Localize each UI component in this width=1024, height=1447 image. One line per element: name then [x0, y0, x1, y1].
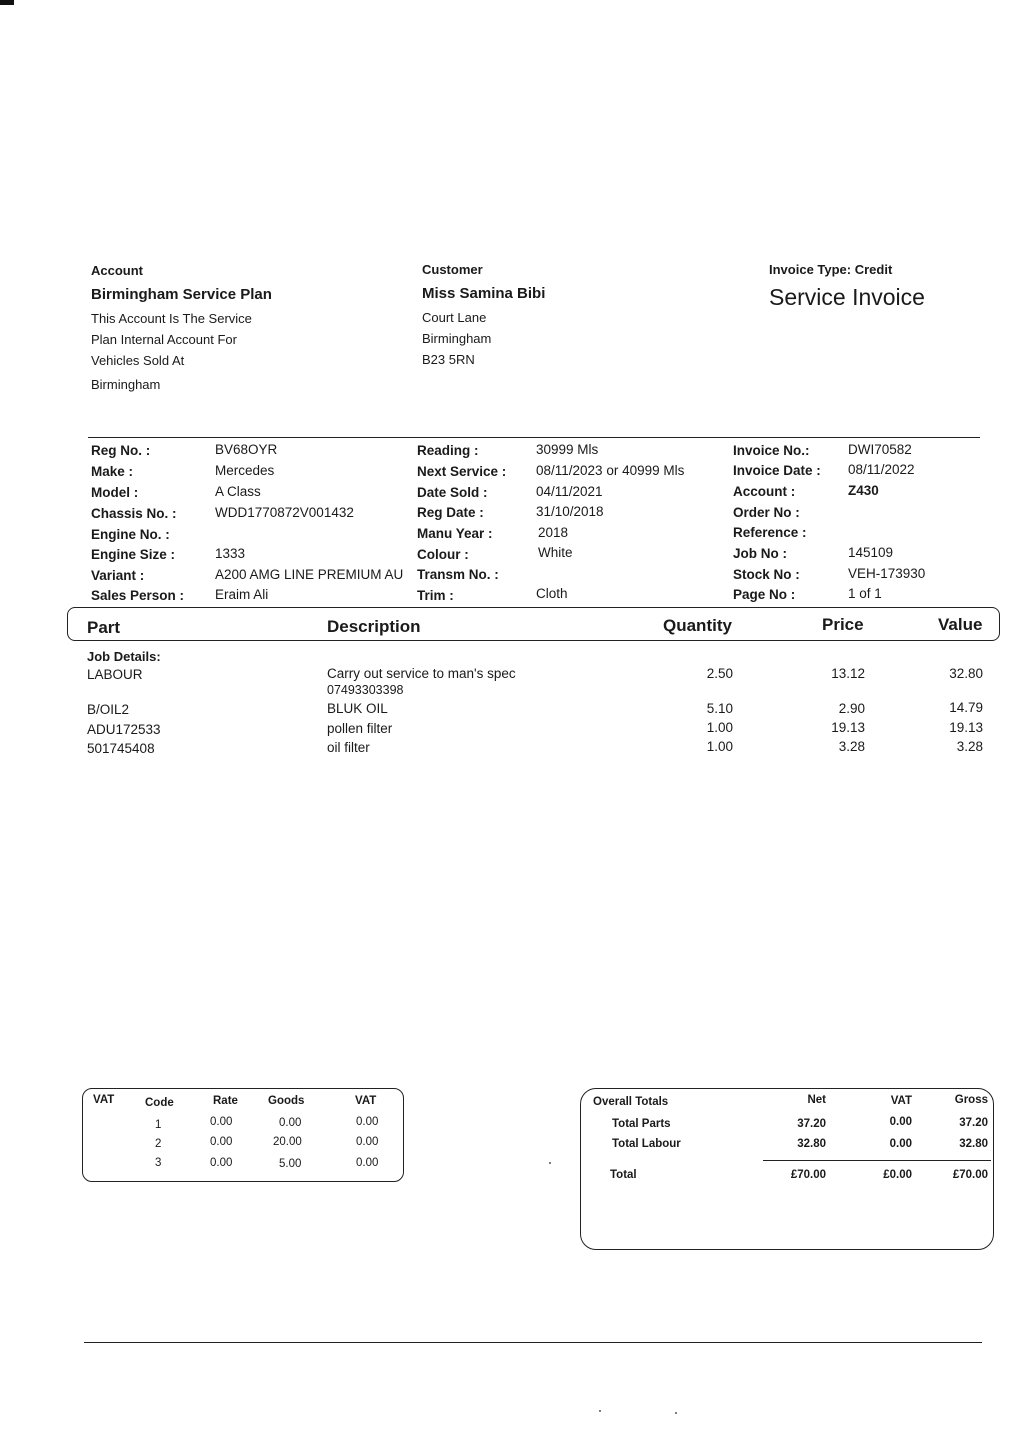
totals-gross: 37.20 [959, 1117, 988, 1129]
scan-speck [599, 1410, 601, 1412]
model-label: Model : [91, 485, 139, 500]
line-quantity: 2.50 [706, 666, 733, 681]
line-description: oil filter [327, 740, 370, 755]
page-no-value: 1 of 1 [848, 586, 882, 601]
order-no-label: Order No : [733, 505, 800, 520]
next-service-value: 08/11/2023 or 40999 Mls [536, 463, 685, 478]
job-no-label: Job No : [733, 546, 787, 561]
invoice-no-value: DWI70582 [848, 442, 912, 457]
reg-date-label: Reg Date : [417, 505, 484, 520]
account-line: Vehicles Sold At [91, 353, 185, 368]
customer-address-line: Birmingham [422, 331, 492, 346]
next-service-label: Next Service : [417, 464, 507, 479]
line-description: BLUK OIL [327, 701, 388, 716]
line-description-extra: 07493303398 [327, 683, 404, 697]
description-column-header: Description [327, 617, 421, 636]
manu-year-value: 2018 [538, 525, 569, 540]
trim-value: Cloth [536, 586, 568, 601]
line-part: LABOUR [87, 667, 143, 682]
header-divider [88, 437, 980, 438]
grand-total-label: Total [610, 1169, 637, 1181]
customer-address-line: B23 5RN [422, 352, 475, 367]
vat-rate: 0.00 [210, 1136, 233, 1148]
totals-row-label: Total Labour [612, 1138, 681, 1150]
date-sold-value: 04/11/2021 [536, 484, 603, 499]
engine-size-label: Engine Size : [91, 547, 176, 562]
scan-speck [675, 1412, 677, 1414]
date-sold-label: Date Sold : [417, 485, 488, 500]
invoice-title: Service Invoice [769, 284, 925, 310]
reading-value: 30999 Mls [536, 442, 599, 457]
colour-label: Colour : [417, 547, 469, 562]
grand-total-vat: £0.00 [883, 1169, 912, 1181]
customer-label: Customer [422, 262, 483, 277]
quantity-column-header: Quantity [663, 616, 732, 635]
chassis-no-label: Chassis No. : [91, 506, 177, 521]
vat-header-rate: Rate [213, 1095, 238, 1107]
invoice-type: Invoice Type: Credit [769, 262, 893, 277]
variant-label: Variant : [91, 568, 145, 583]
account-label: Account [91, 263, 143, 278]
reg-no-label: Reg No. : [91, 443, 151, 458]
account-line: Plan Internal Account For [91, 332, 237, 347]
customer-address-line: Court Lane [422, 310, 487, 325]
line-price: 3.28 [838, 739, 865, 754]
grand-total-gross: £70.00 [952, 1169, 988, 1181]
customer-name: Miss Samina Bibi [422, 285, 546, 302]
line-part: B/OIL2 [87, 702, 130, 717]
chassis-no-value: WDD1770872V001432 [215, 505, 354, 520]
totals-vat: 0.00 [889, 1138, 912, 1150]
account-code-value: Z430 [848, 483, 879, 498]
line-part: 501745408 [87, 741, 155, 756]
sales-person-label: Sales Person : [91, 588, 185, 603]
totals-row-label: Total Parts [612, 1118, 671, 1130]
totals-title: Overall Totals [593, 1096, 669, 1108]
invoice-date-value: 08/11/2022 [848, 462, 915, 477]
scan-speck [549, 1162, 551, 1164]
job-no-value: 145109 [848, 545, 894, 560]
make-label: Make : [91, 464, 134, 479]
vat-goods: 20.00 [273, 1136, 302, 1148]
stock-no-label: Stock No : [733, 567, 800, 582]
totals-divider [763, 1160, 991, 1161]
value-column-header: Value [938, 615, 983, 634]
variant-value: A200 AMG LINE PREMIUM AU [215, 567, 404, 582]
page-no-label: Page No : [733, 587, 796, 602]
line-quantity: 5.10 [706, 701, 733, 716]
account-name: Birmingham Service Plan [91, 286, 272, 303]
totals-vat: 0.00 [889, 1116, 912, 1128]
part-column-header: Part [87, 618, 121, 637]
totals-header-vat: VAT [890, 1095, 912, 1107]
vat-table-title: VAT [93, 1094, 115, 1106]
line-price: 13.12 [831, 666, 865, 681]
vat-code: 1 [155, 1119, 162, 1131]
stock-no-value: VEH-173930 [848, 566, 926, 581]
reference-label: Reference : [733, 525, 807, 540]
footer-divider [84, 1342, 982, 1343]
totals-net: 32.80 [797, 1138, 826, 1150]
vat-rate: 0.00 [210, 1157, 233, 1169]
grand-total-net: £70.00 [790, 1169, 826, 1181]
scan-mark [0, 0, 14, 5]
account-code-label: Account : [733, 484, 796, 499]
totals-header-net: Net [807, 1094, 826, 1106]
account-line: Birmingham [91, 377, 161, 392]
totals-net: 37.20 [797, 1118, 826, 1130]
vat-amount: 0.00 [356, 1157, 379, 1169]
line-quantity: 1.00 [706, 720, 733, 735]
job-details-label: Job Details: [87, 649, 161, 664]
reading-label: Reading : [417, 443, 479, 458]
line-value: 32.80 [949, 666, 983, 681]
invoice-date-label: Invoice Date : [733, 463, 821, 478]
line-value: 14.79 [949, 700, 983, 715]
model-value: A Class [215, 484, 261, 499]
vat-header-vat: VAT [355, 1095, 377, 1107]
line-description: Carry out service to man's spec [327, 666, 516, 681]
line-price: 2.90 [838, 701, 865, 716]
invoice-no-label: Invoice No.: [733, 443, 810, 458]
vat-header-goods: Goods [268, 1095, 305, 1107]
engine-no-label: Engine No. : [91, 527, 170, 542]
colour-value: White [538, 545, 573, 560]
line-quantity: 1.00 [706, 739, 733, 754]
manu-year-label: Manu Year : [417, 526, 493, 541]
totals-header-gross: Gross [954, 1094, 988, 1106]
vat-amount: 0.00 [356, 1136, 379, 1148]
price-column-header: Price [822, 615, 864, 634]
vat-amount: 0.00 [356, 1116, 379, 1128]
line-description: pollen filter [327, 721, 393, 736]
totals-gross: 32.80 [959, 1138, 988, 1150]
reg-date-value: 31/10/2018 [536, 504, 604, 519]
vat-goods: 0.00 [279, 1117, 302, 1129]
trim-label: Trim : [417, 588, 454, 603]
vat-code: 3 [155, 1157, 162, 1169]
transm-no-label: Transm No. : [417, 567, 499, 582]
make-value: Mercedes [215, 463, 275, 478]
vat-header-code: Code [145, 1097, 174, 1109]
reg-no-value: BV68OYR [215, 442, 278, 457]
vat-code: 2 [155, 1138, 162, 1150]
engine-size-value: 1333 [215, 546, 246, 561]
line-price: 19.13 [831, 720, 865, 735]
vat-rate: 0.00 [210, 1116, 233, 1128]
line-value: 3.28 [956, 739, 983, 754]
line-part: ADU172533 [87, 722, 161, 737]
account-line: This Account Is The Service [91, 311, 252, 326]
line-value: 19.13 [949, 720, 983, 735]
vat-goods: 5.00 [279, 1158, 302, 1170]
sales-person-value: Eraim Ali [215, 587, 269, 602]
